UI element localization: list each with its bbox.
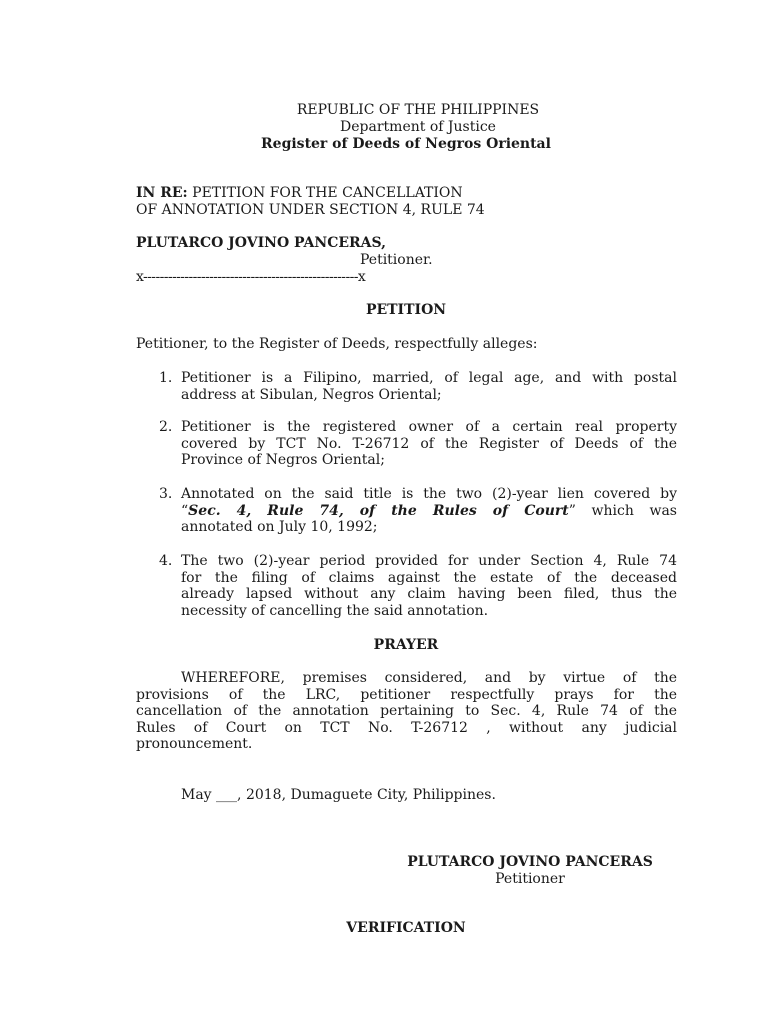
prayer-line: pronouncement.: [136, 736, 253, 752]
allegation-line: Petitioner is a Filipino, married, of legal age, and with postal: [181, 370, 677, 386]
allegation-line: address at Sibulan, Negros Oriental;: [181, 386, 442, 403]
prayer-title: PRAYER: [373, 637, 439, 653]
signature-name: PLUTARCO JOVINO PANCERAS: [407, 854, 653, 870]
allegation-4: [181, 553, 677, 619]
allegation-line: already lapsed without any claim having been filed, thus the: [181, 586, 677, 602]
header-republic: REPUBLIC OF THE PHILIPPINES: [296, 102, 540, 118]
prayer-line: provisions of the LRC, petitioner respectfully prays for the: [136, 686, 677, 703]
close-text: ” which was: [568, 502, 677, 519]
allegation-line: annotated on July 10, 1992;: [181, 519, 378, 535]
allegation-line: The two (2)-year period provided for under Section 4, Rule 74: [181, 553, 677, 569]
allegation-line: Annotated on the said title is the two (2)-year lien covered by: [181, 486, 677, 502]
petitioner-role: Petitioner.: [360, 252, 433, 268]
open-quote: “: [181, 502, 189, 519]
prayer-line: WHEREFORE, premises considered, and by virtue of the: [181, 670, 677, 686]
signature-role: Petitioner: [495, 871, 565, 887]
prayer-line: Rules of Court on TCT No. T-26712 , without any judicial: [136, 719, 677, 736]
rule-citation: Sec. 4, Rule 74, of the Rules of Court: [188, 502, 569, 519]
allegation-number: 3.: [159, 486, 173, 502]
allegation-number: 1.: [159, 370, 173, 386]
allegation-line-emphasis: [181, 503, 677, 520]
caption-separator: x----------------------------------------------------x: [136, 269, 366, 285]
allegation-line: Petitioner is the registered owner of a certain real property: [181, 419, 677, 435]
in-re-line-2: OF ANNOTATION UNDER SECTION 4, RULE 74: [136, 202, 485, 218]
allegation-line: necessity of cancelling the said annotation.: [181, 602, 489, 619]
allegation-1: [181, 370, 677, 403]
allegation-number: 4.: [159, 553, 173, 569]
allegation-line: Province of Negros Oriental;: [181, 452, 385, 468]
in-re-text-1: PETITION FOR THE CANCELLATION: [187, 185, 463, 201]
header-department: Department of Justice: [340, 119, 496, 135]
in-re-line-1: [136, 185, 463, 202]
verification-title: VERIFICATION: [346, 920, 466, 936]
allegation-number: 2.: [159, 419, 173, 435]
allegation-line: covered by TCT No. T-26712 of the Register of Deeds of the: [181, 435, 677, 452]
allegation-2: [181, 419, 677, 469]
allegation-line: for the filing of claims against the estate of the deceased: [181, 569, 677, 586]
prayer-line: cancellation of the annotation pertaining to Sec. 4, Rule 74 of the: [136, 703, 677, 719]
header-office: Register of Deeds of Negros Oriental: [261, 136, 551, 152]
prayer-paragraph: [136, 670, 677, 753]
petitioner-name: PLUTARCO JOVINO PANCERAS,: [136, 235, 386, 251]
petition-intro: Petitioner, to the Register of Deeds, respectfully alleges:: [136, 336, 538, 352]
date-line: May ___, 2018, Dumaguete City, Philippines.: [181, 787, 496, 803]
petition-title: PETITION: [365, 302, 447, 318]
allegation-3: [181, 486, 677, 536]
in-re-label: IN RE:: [136, 185, 188, 201]
